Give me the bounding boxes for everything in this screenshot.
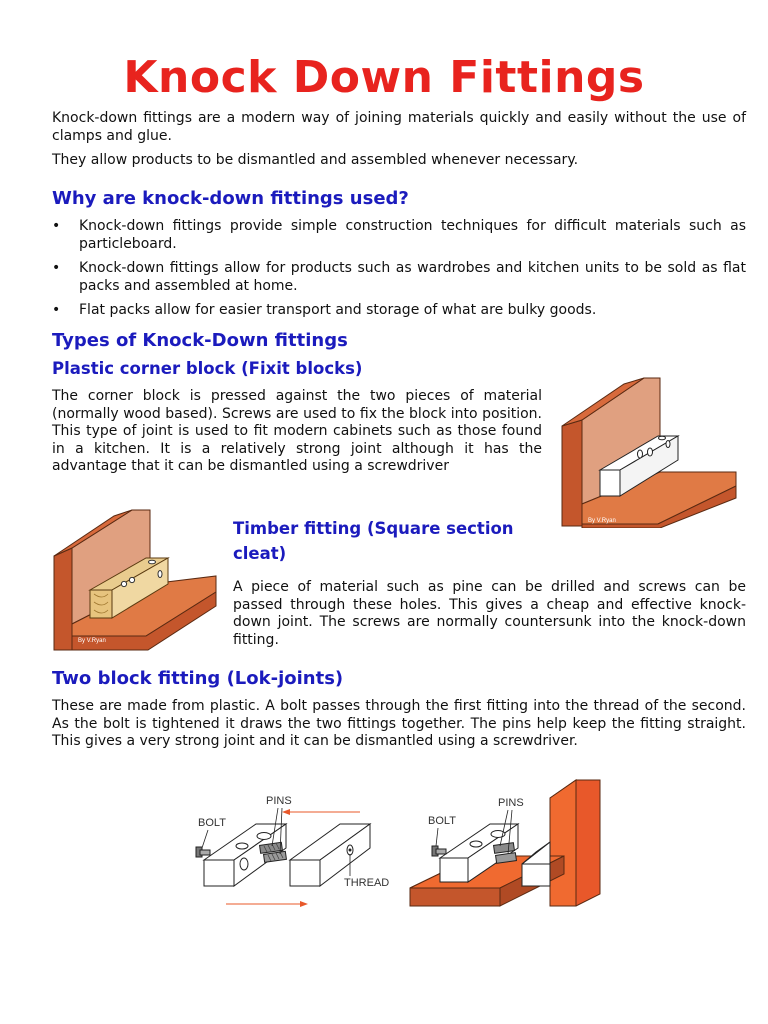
assembled-right-block	[522, 842, 550, 886]
timber-fitting-illustration	[50, 506, 220, 652]
pins-label: PINS	[266, 795, 292, 807]
two-block-text: These are made from plastic. A bolt passes through the first fitting into the thread of the second. As the bolt is tightened it draws the two fittings together. The pins help keep the fitting straight. This gives a very strong joint and it can be dismantled using a screwdriver.	[52, 698, 746, 749]
assembled-bolt-label: BOLT	[428, 815, 456, 827]
intro-paragraph-2: They allow products to be dismantled and assembled whenever necessary.	[52, 152, 579, 168]
list-item: • Knock-down fittings allow for products such as wardrobes and kitchen units to be sold as flat packs and assembled at home.	[52, 260, 746, 294]
types-heading: Types of Knock-Down fittings	[52, 330, 348, 351]
two-block-assembled-diagram	[404, 772, 604, 912]
corner-block-credit: By V.Ryan	[588, 518, 616, 524]
corner-block-heading: Plastic corner block (Fixit blocks)	[52, 359, 363, 378]
intro-paragraph-1: Knock-down fittings are a modern way of joining materials quickly and easily without the use of clamps and glue.	[52, 110, 746, 144]
corner-block-illustration	[558, 376, 748, 528]
two-block-heading: Two block fitting (Lok-joints)	[52, 668, 344, 689]
page-title: Knock Down Fittings	[123, 52, 645, 103]
assembled-pins-label: PINS	[498, 797, 524, 809]
timber-fitting-credit: By V.Ryan	[78, 638, 106, 644]
timber-fitting-heading: Timber fitting (Square section cleat)	[233, 519, 514, 563]
bolt-label: BOLT	[198, 817, 226, 829]
bullet-glyph: •	[52, 218, 61, 234]
bullet-glyph: •	[52, 302, 61, 318]
bullet-glyph: •	[52, 260, 61, 276]
assembled-bolt	[432, 846, 446, 856]
timber-fitting-text: A piece of material such as pine can be drilled and screws can be passed through these holes. This gives a cheap and effective knock-down joint. The screws are normally countersunk into the knock-down fitting.	[233, 579, 746, 648]
two-block-exploded-diagram	[190, 790, 395, 912]
bolt	[196, 847, 210, 857]
corner-block-text: The corner block is pressed against the two pieces of material (normally wood based). Screws are used to fix the block into position. This type of joint is used to fit modern cabinets such as those found in a kitchen. It is a relatively strong joint although it has the advantage that it can be dismantled using a screwdriver	[52, 388, 542, 474]
list-item: • Flat packs allow for easier transport and storage of what are bulky goods.	[52, 302, 597, 318]
why-heading: Why are knock-down fittings used?	[52, 188, 409, 209]
why-list	[52, 218, 746, 327]
list-item: • Knock-down fittings provide simple construction techniques for difficult materials such as particleboard.	[52, 218, 746, 252]
thread-label: THREAD	[344, 877, 390, 889]
